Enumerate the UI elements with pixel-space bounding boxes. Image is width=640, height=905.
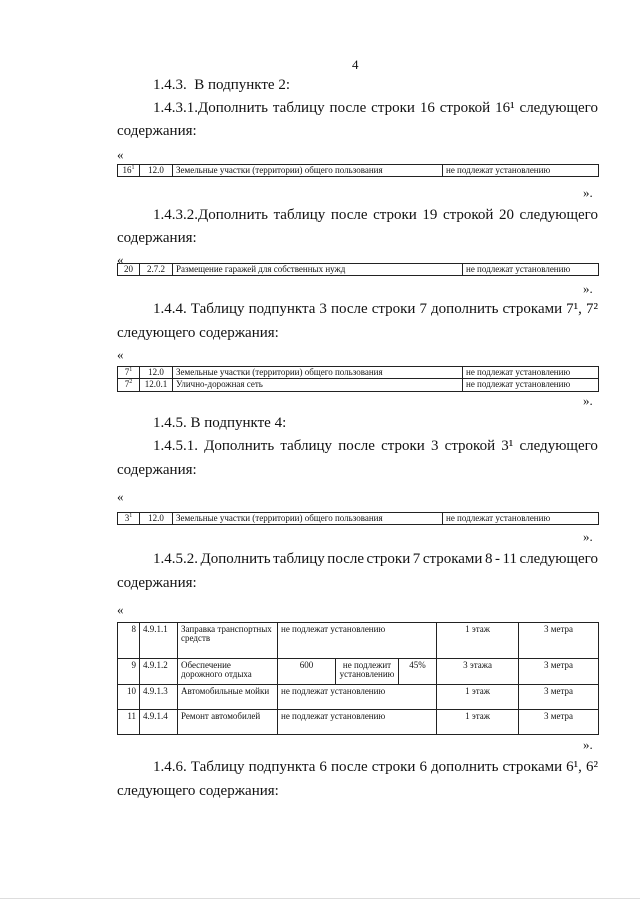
value-cell: не подлежат установлению: [463, 367, 599, 379]
word: строки: [366, 551, 411, 567]
word: 1.4.3.2.Дополнить: [153, 207, 268, 223]
close-quote: ».: [583, 185, 593, 200]
word: 6: [419, 759, 427, 775]
name-cell: Земельные участки (территории) общего пользования: [173, 513, 443, 525]
floors-cell: 1 этаж: [437, 685, 519, 710]
value-cell: не подлежат установлению: [463, 379, 599, 391]
word: следующего: [519, 551, 598, 567]
section-1-4-5-2-continuation: содержания:: [117, 575, 197, 591]
height-cell: 3 метра: [519, 710, 599, 735]
table-row: [118, 379, 599, 391]
word: 1.4.3.1.Дополнить: [153, 100, 268, 116]
section-1-4-3-2-continuation: содержания:: [117, 230, 197, 246]
word: строкой: [442, 207, 494, 223]
name-cell: Земельные участки (территории) общего пользования: [173, 367, 463, 379]
code-cell: 4.9.1.4: [140, 710, 178, 735]
word: строкой: [439, 100, 491, 116]
name-cell: Ремонт автомобилей: [178, 710, 278, 735]
close-quote: ».: [583, 737, 593, 752]
height-cell: 3 метра: [519, 685, 599, 710]
row-number: $16^1$: [118, 165, 140, 177]
table-row: [118, 685, 599, 710]
name-cell: Обеспечение дорожного отдыха: [178, 659, 278, 685]
word: Дополнить: [200, 551, 271, 567]
word: 16: [419, 100, 435, 116]
area-cell: 600: [278, 659, 336, 685]
value-cell: не подлежат установлению: [463, 264, 599, 276]
word: 1.4.5.1.: [153, 438, 198, 454]
word: следующего: [519, 438, 598, 454]
word: строками: [422, 551, 483, 567]
section-1-4-5-1-line: [153, 439, 598, 454]
section-1-4-5-1-continuation: содержания:: [117, 462, 197, 478]
word: подпункта: [248, 759, 316, 775]
word: после: [327, 551, 364, 567]
table-row-3-1: [117, 512, 599, 525]
table-row: [118, 623, 599, 659]
word: строки: [371, 301, 416, 317]
value-cell: не подлежат установлению: [443, 513, 599, 525]
row-number: $3^1$: [118, 513, 140, 525]
code-cell: 4.9.1.1: [140, 623, 178, 659]
row-number: 8: [118, 623, 140, 659]
word: 6¹,: [566, 759, 582, 775]
word: следующего: [519, 100, 598, 116]
percent-cell: 45%: [399, 659, 437, 685]
name-cell: Улично-дорожная сеть: [173, 379, 463, 391]
row-number: 10: [118, 685, 140, 710]
word: Таблицу: [190, 759, 245, 775]
open-quote: «: [117, 489, 124, 504]
word: таблицу: [273, 551, 325, 567]
word: строки: [371, 100, 415, 116]
word: 6²: [585, 759, 598, 775]
section-1-4-5-2-line: [153, 552, 598, 567]
word: 7²: [585, 301, 598, 317]
section-1-4-3-1-line: [153, 101, 598, 116]
close-quote: ».: [583, 281, 593, 296]
word: -: [495, 551, 501, 567]
row-number: $7^2$: [118, 379, 140, 391]
row-number: 11: [118, 710, 140, 735]
value-cell: не подлежат установлению: [443, 165, 599, 177]
limit-cell: не подлежат установлению: [278, 685, 437, 710]
word: после: [330, 207, 368, 223]
row-number: $7^1$: [118, 367, 140, 379]
section-1-4-6-line: [153, 760, 598, 775]
word: после: [338, 438, 375, 454]
word: следующего: [519, 207, 598, 223]
word: строки: [371, 759, 416, 775]
page-number: 4: [352, 57, 359, 72]
section-1-4-3-1-continuation: содержания:: [117, 123, 197, 139]
word: 11: [502, 551, 517, 567]
word: 6: [319, 759, 327, 775]
section-1-4-4-line: [153, 302, 598, 317]
open-quote: «: [117, 252, 124, 267]
code-cell: 2.7.2: [140, 264, 173, 276]
word: строками: [502, 759, 563, 775]
word: 1.4.6.: [153, 759, 187, 775]
floors-cell: 1 этаж: [437, 710, 519, 735]
code-cell: 12.0.1: [140, 379, 173, 391]
word: 8: [484, 551, 493, 567]
close-quote: ».: [583, 529, 593, 544]
code-cell: 4.9.1.2: [140, 659, 178, 685]
table-rows-8-11: [117, 622, 599, 735]
code-cell: 12.0: [140, 513, 173, 525]
word: Дополнить: [204, 438, 275, 454]
word: 7: [412, 551, 421, 567]
limit-cell: не подлежит установлению: [336, 659, 399, 685]
word: Таблицу: [190, 301, 245, 317]
word: 1.4.5.2.: [153, 551, 198, 567]
word: 16¹: [495, 100, 515, 116]
open-quote: «: [117, 602, 124, 617]
word: таблицу: [272, 100, 325, 116]
section-1-4-3-heading: 1.4.3. В подпункте 2:: [153, 77, 291, 93]
name-cell: Размещение гаражей для собственных нужд: [173, 264, 463, 276]
word: дополнить: [431, 759, 499, 775]
section-1-4-6-continuation: следующего содержания:: [117, 783, 279, 799]
table-rows-7-1-7-2: [117, 366, 599, 392]
section-1-4-4-continuation: следующего содержания:: [117, 325, 279, 341]
close-quote: ».: [583, 393, 593, 408]
word: 3: [430, 438, 439, 454]
name-cell: Автомобильные мойки: [178, 685, 278, 710]
table-row-20: [117, 263, 599, 276]
word: строками: [502, 301, 563, 317]
page-edge-divider: [0, 898, 640, 899]
word: 7¹,: [566, 301, 582, 317]
code-cell: 12.0: [140, 367, 173, 379]
row-number: 9: [118, 659, 140, 685]
limit-cell: не подлежат установлению: [278, 623, 437, 659]
open-quote: «: [117, 147, 124, 162]
name-cell: Земельные участки (территории) общего пользования: [173, 165, 443, 177]
word: 19: [422, 207, 438, 223]
code-cell: 12.0: [140, 165, 173, 177]
height-cell: 3 метра: [519, 659, 599, 685]
word: 3: [319, 301, 327, 317]
section-1-4-5-heading: 1.4.5. В подпункте 4:: [153, 415, 287, 431]
word: после: [329, 100, 367, 116]
word: дополнить: [431, 301, 499, 317]
word: строки: [373, 207, 417, 223]
floors-cell: 3 этажа: [437, 659, 519, 685]
open-quote: «: [117, 347, 124, 362]
table-row-16-1: [117, 164, 599, 177]
word: таблицу: [280, 438, 333, 454]
section-1-4-3-2-line: [153, 208, 598, 223]
word: таблицу: [273, 207, 326, 223]
height-cell: 3 метра: [519, 623, 599, 659]
word: строки: [381, 438, 425, 454]
word: 7: [419, 301, 427, 317]
floors-cell: 1 этаж: [437, 623, 519, 659]
word: строкой: [444, 438, 496, 454]
word: после: [330, 301, 368, 317]
word: подпункта: [248, 301, 316, 317]
table-row: [118, 710, 599, 735]
table-row: [118, 659, 599, 685]
word: 1.4.4.: [153, 301, 187, 317]
word: 20: [498, 207, 514, 223]
code-cell: 4.9.1.3: [140, 685, 178, 710]
word: после: [330, 759, 368, 775]
table-row: [118, 367, 599, 379]
limit-cell: не подлежат установлению: [278, 710, 437, 735]
word: 3¹: [501, 438, 514, 454]
row-number: 20: [118, 264, 140, 276]
name-cell: Заправка транспортных средств: [178, 623, 278, 659]
